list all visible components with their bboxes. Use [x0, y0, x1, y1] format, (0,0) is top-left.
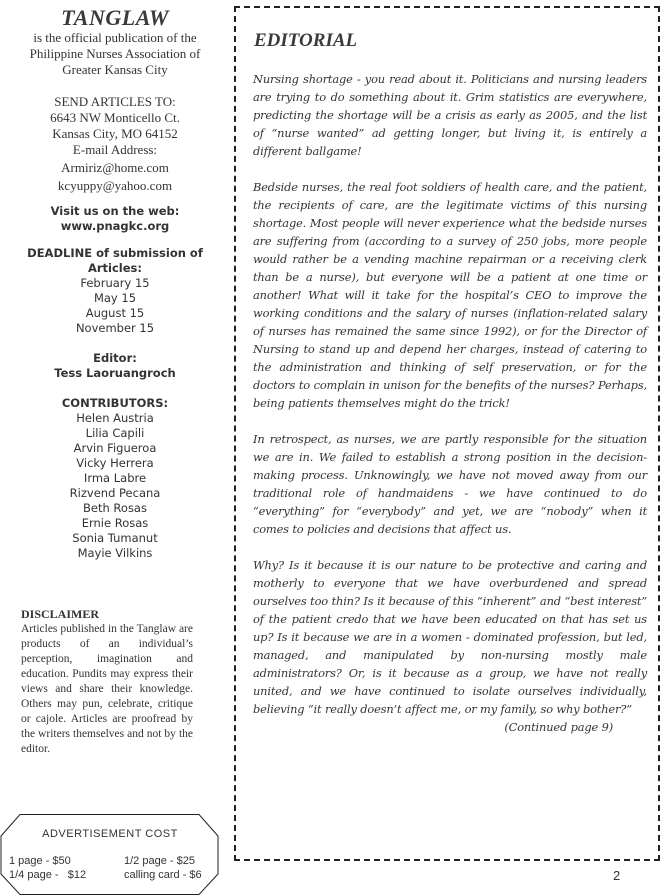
contributor-name: Rizvend Pecana: [69, 486, 161, 500]
contributor-name: Helen Austria: [76, 411, 154, 425]
page-number: 2: [613, 868, 621, 883]
contributor-name: Lilia Capili: [85, 426, 145, 440]
ad-price-item: 1/4 page - $12: [9, 869, 87, 881]
intro-line: Greater Kansas City: [62, 62, 168, 77]
contributors-heading: CONTRIBUTORS:: [61, 396, 169, 410]
editorial-body: [253, 70, 647, 736]
intro-line: Philippine Nurses Association of: [29, 46, 201, 61]
editorial-title: EDITORIAL: [254, 30, 358, 51]
disclaimer-text: Articles published in the Tanglaw are products of an individual’s perception, imagination and education. Pundits may express their views and share their knowledge. Others may pun, celebrate, critique or cajole. Articles are proofread by the writers themselves and not by the editor.: [21, 623, 193, 755]
editorial-paragraph: Bedside nurses, the real foot soldiers of health care, and the patient, the recipients of care, are the legitimate victims of this nursing shortage. Most people will never experience what the bedside nurses are suffering from (according to a survey of 250 jobs, more people would rather be a vending machine repairman or a receiving clerk than be a nurse), but everyone will be a patient at one time or another! What will it take for the hospital’s CEO to improve the working conditions and the salary of nurses (inflation-related salary of nurses has remained the same since 1992), or for the Director of Nursing to stand up and depend her charges, instead of catering to the administration and thinking of self preservation, or for the doctors to complain in unison for the benefits of the nurses? Perhaps, being patients themselves might do the trick!: [253, 180, 647, 410]
send-articles-heading: SEND ARTICLES TO:: [54, 94, 176, 109]
ad-price-item: 1 page - $50: [9, 855, 71, 867]
ad-price-item: 1/2 page - $25: [124, 855, 195, 867]
editor-name: Tess Laoruangroch: [54, 366, 176, 380]
web-block: [0, 204, 230, 234]
deadline-heading: Articles:: [87, 261, 142, 275]
contributor-name: Vicky Herrera: [76, 456, 154, 470]
continued-note: (Continued page 9): [504, 720, 613, 734]
ad-price-item: calling card - $6: [124, 869, 202, 881]
web-label: Visit us on the web:: [50, 204, 180, 218]
advertisement-title: ADVERTISEMENT COST: [42, 828, 178, 840]
sidebar: [0, 0, 230, 561]
address-line: 6643 NW Monticello Ct.: [50, 110, 180, 125]
email-address[interactable]: kcyuppy@yahoo.com: [57, 178, 173, 193]
contributor-name: Mayie Vilkins: [77, 546, 153, 560]
editorial-paragraph: Why? Is it because it is our nature to be protective and caring and motherly to everyone that we have overburdened and spread ourselves too thin? Is it because of this “inherent” and “best interest” of the patient credo that we have been educated on that has set us up? Is it because we are in a women - dominated profession, but led, managed, and manipulated by non-nursing mostly male administrators? Or, is it because as a group, we have not really united, and we have continued to isolate ourselves individually, believing “it really doesn’t affect me, or my family, so why bother?”: [253, 558, 647, 716]
contributor-name: Ernie Rosas: [81, 516, 149, 530]
intro-line: is the official publication of the: [33, 30, 197, 45]
contributor-name: Sonia Tumanut: [72, 531, 158, 545]
deadline-date: May 15: [93, 291, 137, 305]
send-articles-block: [0, 94, 230, 194]
masthead-title: TANGLAW: [61, 5, 169, 30]
editor-block: [0, 351, 230, 381]
email-label: E-mail Address:: [72, 142, 158, 157]
email-address[interactable]: Armiriz@home.com: [61, 160, 169, 175]
contributor-name: Arvin Figueroa: [73, 441, 157, 455]
contributor-name: Irma Labre: [83, 471, 147, 485]
deadline-block: [0, 246, 230, 336]
publication-intro: [0, 30, 230, 78]
editorial-paragraph: Nursing shortage - you read about it. Politicians and nursing leaders are trying to do something about it. Grim statistics are everywhere, predicting the shortage will be a crisis as early as 2005, and the list of “nurse wanted” ad getting longer, but living it, is entirely a different ballgame!: [253, 72, 647, 158]
disclaimer-block: [21, 607, 193, 757]
editorial-paragraph: In retrospect, as nurses, we are partly responsible for the situation we are in. We failed to establish a strong position in the decision-making process. Unknowingly, we have not moved away from our traditional role of handmaidens - we have continued to do “everything” for “everybody” and yet, we are “nobody” when it comes to policies and decisions that affect us.: [253, 432, 647, 536]
deadline-date: February 15: [80, 276, 150, 290]
disclaimer-title: DISCLAIMER: [21, 607, 100, 621]
editorial-box: [234, 6, 660, 861]
deadline-heading: DEADLINE of submission of: [27, 246, 203, 260]
deadline-date: November 15: [75, 321, 155, 335]
address-line: Kansas City, MO 64152: [52, 126, 178, 141]
deadline-date: August 15: [85, 306, 145, 320]
web-url-link[interactable]: www.pnagkc.org: [60, 219, 170, 233]
advertisement-cost-box: [0, 814, 220, 894]
editor-label: Editor:: [93, 351, 137, 365]
contributor-name: Beth Rosas: [83, 501, 147, 515]
contributors-block: [0, 396, 230, 561]
